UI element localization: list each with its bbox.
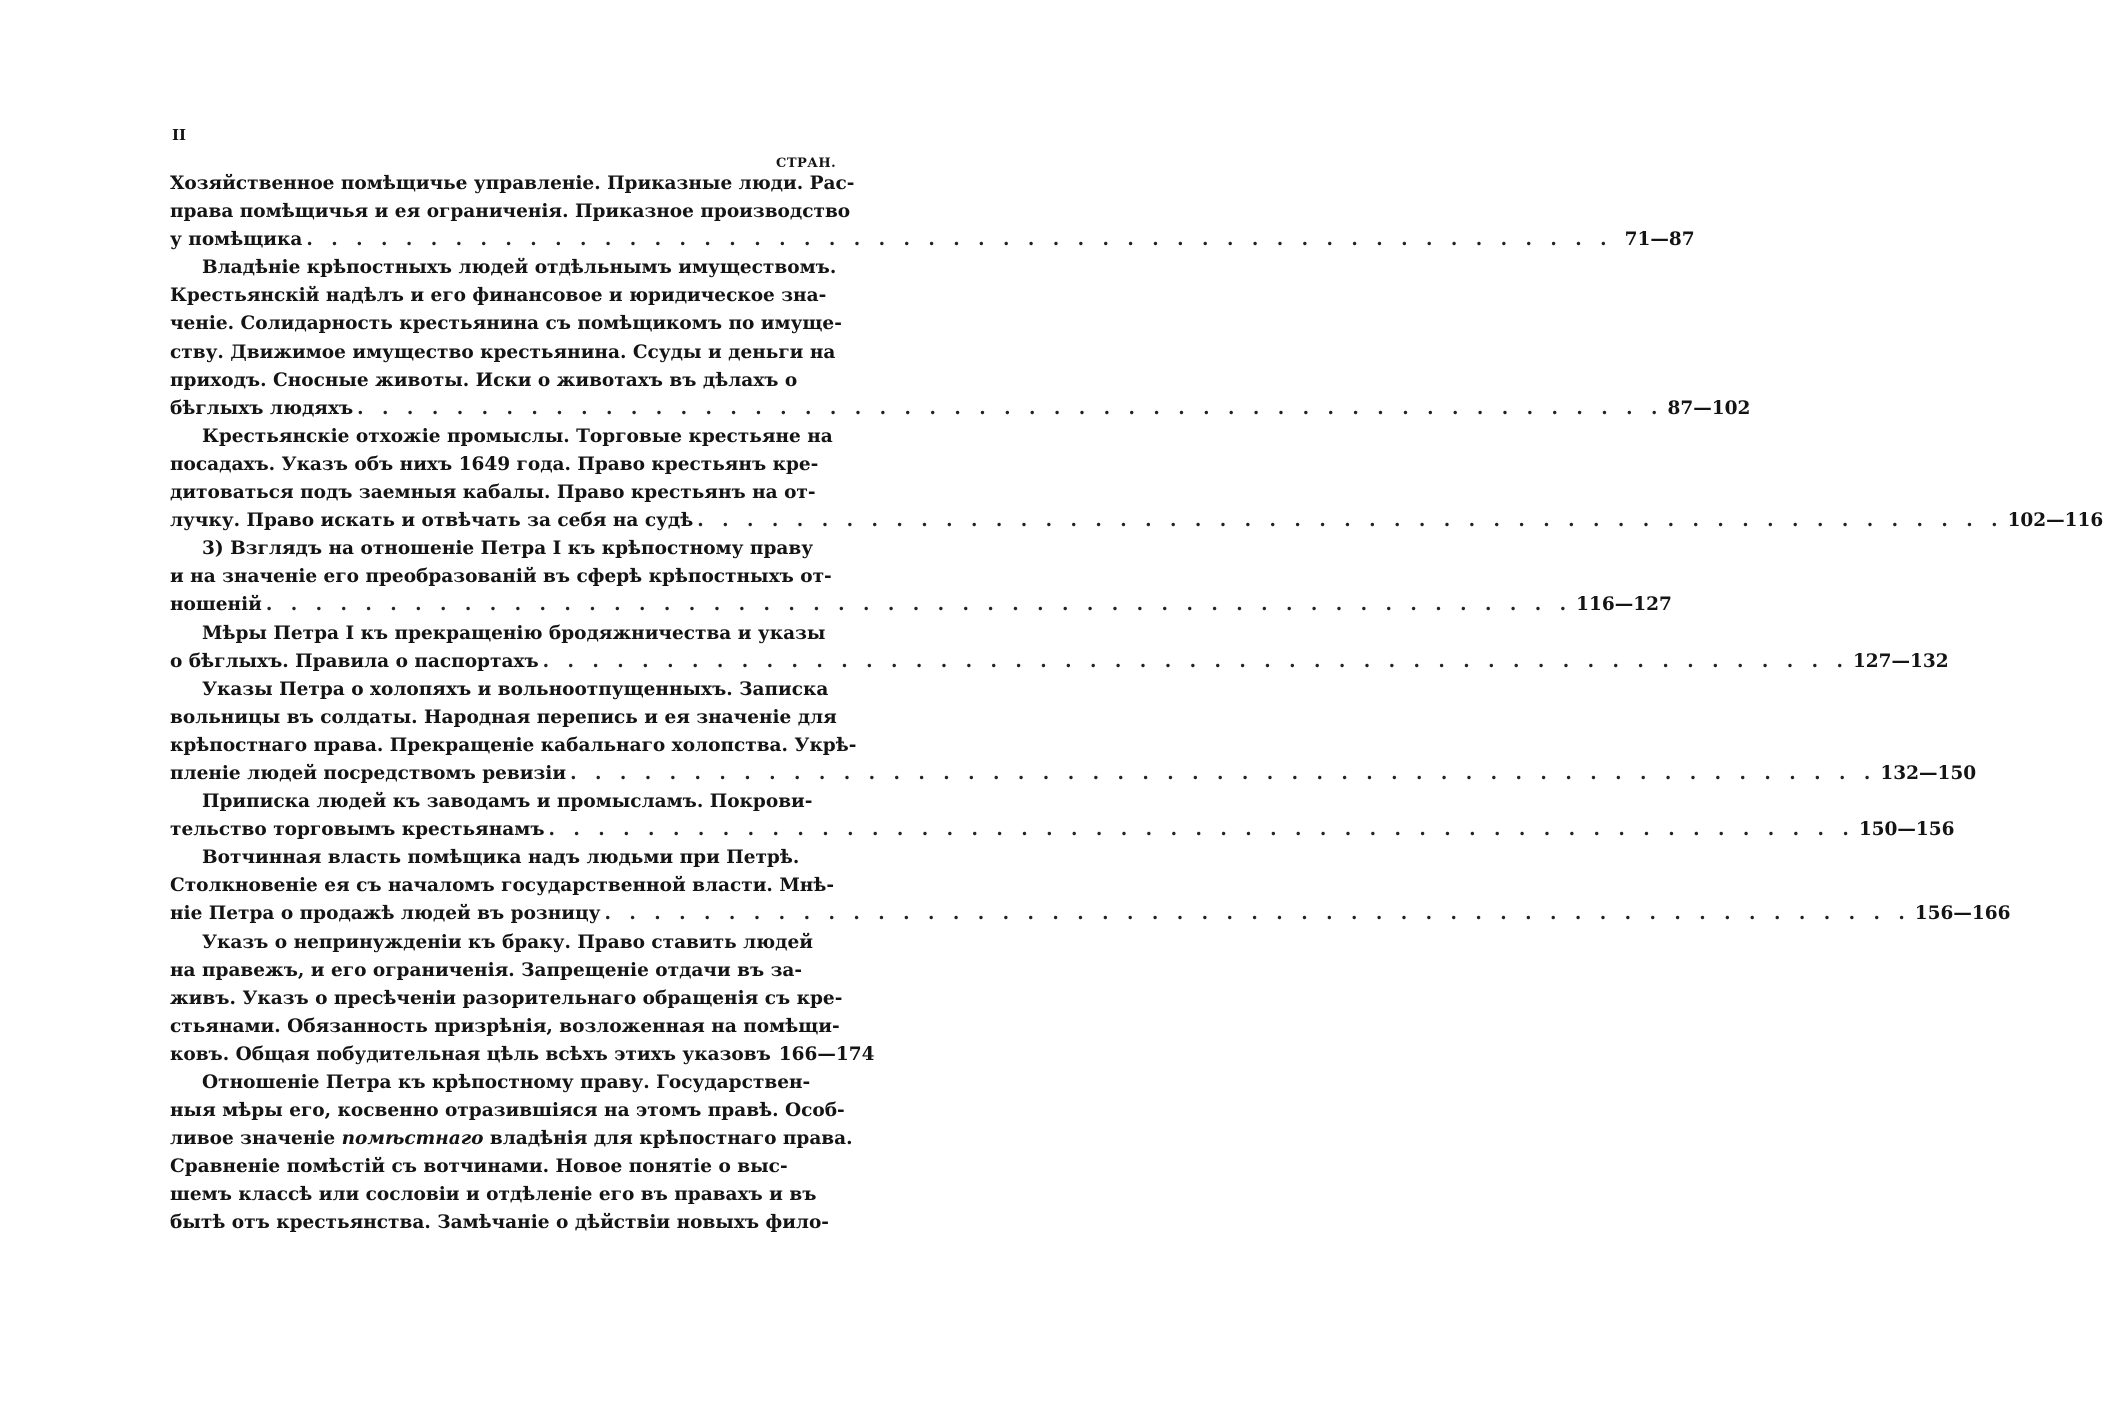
entry-text-line: крѣпостнаго права. Прекращеніе кабальнаго холопства. Укрѣ- [170, 734, 857, 756]
page-number: II [172, 126, 187, 144]
entry-page-range: 156—166 [1914, 903, 2011, 925]
entry-page-range: 102—116 [2007, 510, 2103, 532]
entry-text-line: Указъ о непринужденіи къ браку. Право ставить людей [202, 931, 813, 953]
toc-entry [170, 929, 875, 1069]
entry-text-line: Вотчинная власть помѣщика надъ людьми при Петрѣ. [202, 847, 800, 869]
entry-text-line: о бѣглыхъ. Правила о паспортахъ [170, 650, 539, 672]
text-run: владѣнія для крѣпостнаго права. [483, 1128, 853, 1150]
toc-entry [170, 788, 1955, 844]
entry-text-line: приходъ. Сносные животы. Иски о животахъ въ дѣлахъ о [170, 369, 798, 391]
entry-text-line: Крестьянскій надѣлъ и его финансовое и юридическое зна- [170, 285, 827, 307]
entry-last-line [170, 900, 2011, 928]
dot-leader: . . . . . . . . . . . . . . . . . . . . . . . . . . . . . . . . . . . . . . . . . . . . . . . . . . . . . [306, 229, 1613, 251]
entry-text-line: Мѣры Петра I къ прекращенію бродяжничества и указы [202, 622, 826, 644]
entry-last-line [170, 591, 1672, 619]
entry-text-line: и на значеніе его преобразованій въ сферѣ крѣпостныхъ от- [170, 566, 832, 588]
entry-last-line [170, 760, 1977, 788]
dot-leader: . . . . . . . . . . . . . . . . . . . . . . . . . . . . . . . . . . . . . . . . . . . . . . . . . . . . . [542, 650, 1849, 672]
dot-leader: . . . . . . . . . . . . . . . . . . . . . . . . . . . . . . . . . . . . . . . . . . . . . . . . . . . . . [265, 594, 1573, 616]
entry-last-line [170, 507, 2103, 535]
text-run: ливое значеніе [170, 1128, 342, 1150]
toc-entry [170, 170, 1695, 254]
entry-text-line: ковъ. Общая побудительная цѣль всѣхъ этихъ указовъ [170, 1043, 771, 1065]
entry-last-line [170, 395, 1751, 423]
entry-text-line: живъ. Указъ о пресѣченіи разорительнаго обращенія съ кре- [170, 987, 843, 1009]
entry-text-line: шемъ классѣ или сословіи и отдѣленіе его въ правахъ и въ [170, 1184, 817, 1206]
entry-text-line: бѣглыхъ людяхъ [170, 397, 354, 419]
entry-text-line: Приписка людей къ заводамъ и промысламъ. Покрови- [202, 791, 813, 813]
dot-leader: . . . . . . . . . . . . . . . . . . . . . . . . . . . . . . . . . . . . . . . . . . . . . . . . . . . . . [548, 819, 1855, 841]
entry-last-line [170, 226, 1695, 254]
entry-text-line: ству. Движимое имущество крестьянина. Ссуды и деньги на [170, 341, 836, 363]
entry-text-line: стьянами. Обязанность призрѣнія, возложенная на помѣщи- [170, 1015, 840, 1037]
entry-text-line: дитоваться подъ заемныя кабалы. Право крестьянъ на от- [170, 482, 816, 504]
toc-entry [170, 423, 2103, 535]
italic-word: помѣстнаго [341, 1128, 484, 1150]
entry-last-line [170, 816, 1955, 844]
pages-column-heading: СТРАН. [776, 156, 837, 171]
dot-leader: . . . . . . . . . . . . . . . . . . . . . . . . . . . . . . . . . . . . . . . . . . . . . . . . . . . . . [357, 397, 1664, 419]
entry-text-line: Указы Петра о холопяхъ и вольноотпущенныхъ. Записка [202, 678, 829, 700]
toc-entry [170, 676, 1977, 788]
entry-page-range: 71—87 [1624, 229, 1695, 251]
entry-text-line: Владѣніе крѣпостныхъ людей отдѣльнымъ имуществомъ. [202, 257, 837, 279]
entry-text-line: тельство торговымъ крестьянамъ [170, 819, 545, 841]
entry-page-range: 87—102 [1667, 397, 1751, 419]
dot-leader: . . . . . . . . . . . . . . . . . . . . . . . . . . . . . . . . . . . . . . . . . . . . . . . . . . . . . [604, 903, 1911, 925]
entry-page-range: 166—174 [778, 1043, 875, 1065]
entry-last-line [170, 648, 1949, 676]
toc-entry [170, 535, 1672, 619]
toc-entry [170, 844, 2011, 928]
entry-text-line: Столкновеніе ея съ началомъ государственной власти. Мнѣ- [170, 875, 835, 897]
entry-text-line: ченіе. Солидарность крестьянина съ помѣщикомъ по имуще- [170, 313, 842, 335]
entry-text-line-with-italic [170, 1125, 853, 1153]
entry-page-range: 116—127 [1576, 594, 1672, 616]
toc-entry-continued [170, 1069, 853, 1238]
entry-page-range: 150—156 [1858, 819, 1955, 841]
entry-text-line: 3) Взглядъ на отношеніе Петра I къ крѣпостному праву [202, 538, 814, 560]
entry-text-line: Отношеніе Петра къ крѣпостному праву. Государствен- [202, 1072, 811, 1093]
entry-text-line: пленіе людей посредствомъ ревизіи [170, 762, 567, 784]
entry-text-line: Крестьянскіе отхожіе промыслы. Торговые крестьяне на [202, 425, 833, 447]
toc-entry [170, 254, 1751, 423]
entry-text-line: лучку. Право искать и отвѣчать за себя на судѣ [170, 510, 694, 532]
entry-text-line: у помѣщика [170, 229, 303, 251]
entry-text-line: на правежъ, и его ограниченія. Запрещеніе отдачи въ за- [170, 959, 803, 981]
dot-leader: . . . . . . . . . . . . . . . . . . . . . . . . . . . . . . . . . . . . . . . . . . . . . . . . . . . . . [570, 762, 1877, 784]
dot-leader: . . . . . . . . . . . . . . . . . . . . . . . . . . . . . . . . . . . . . . . . . . . . . . . . . . . . . [697, 510, 2004, 532]
entry-text-line: Сравненіе помѣстій съ вотчинами. Новое понятіе о выс- [170, 1156, 788, 1178]
entry-text-line: Хозяйственное помѣщичье управленіе. Приказные люди. Рас- [170, 173, 855, 194]
entry-text-line: бытѣ отъ крестьянства. Замѣчаніе о дѣйствіи новыхъ фило- [170, 1212, 829, 1234]
entry-text-line: ношеній [170, 594, 262, 616]
entry-page-range: 127—132 [1852, 650, 1949, 672]
table-of-contents [170, 170, 2103, 1238]
entry-last-line [170, 1041, 875, 1069]
entry-text-line: ныя мѣры его, косвенно отразившіяся на этомъ правѣ. Особ- [170, 1100, 845, 1122]
entry-text-line: права помѣщичья и ея ограниченія. Приказное производство [170, 201, 851, 223]
toc-entry [170, 620, 1949, 676]
entry-text-line: ніе Петра о продажѣ людей въ розницу [170, 903, 601, 925]
entry-text-line: вольницы въ солдаты. Народная перепись и ея значеніе для [170, 706, 837, 728]
entry-page-range: 132—150 [1880, 762, 1977, 784]
entry-text-line: посадахъ. Указъ объ нихъ 1649 года. Право крестьянъ кре- [170, 453, 819, 475]
